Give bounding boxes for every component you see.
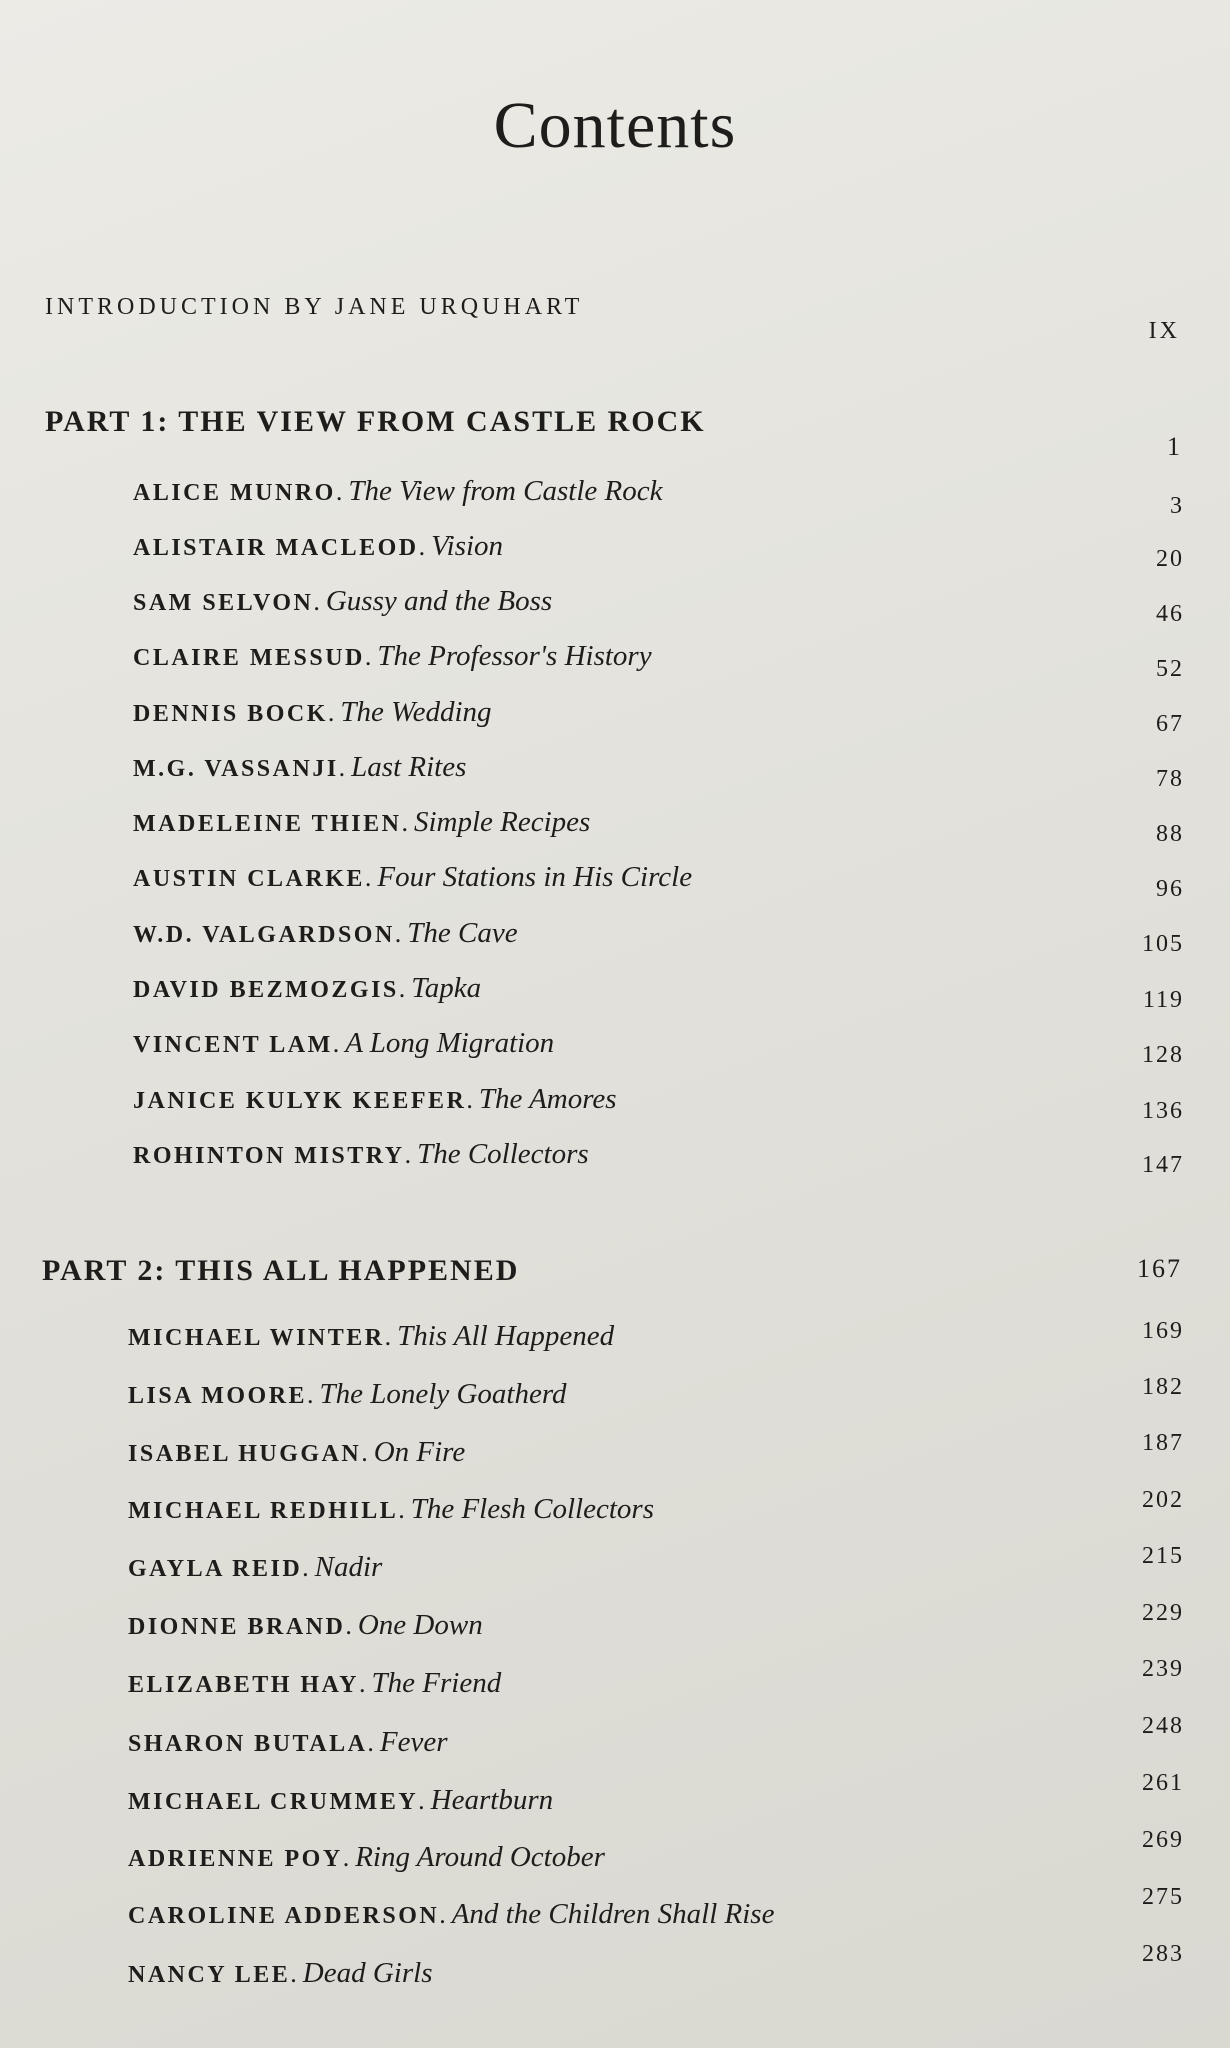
entry-story-title: Ring Around October <box>355 1841 605 1873</box>
toc-entry <box>133 696 492 729</box>
entry-separator: . <box>364 642 372 671</box>
page-title: Contents <box>493 89 737 162</box>
entry-separator: . <box>335 477 343 506</box>
entry-author: GAYLA REID <box>128 1556 303 1582</box>
entry-story-title: On Fire <box>373 1436 466 1468</box>
entry-separator: . <box>332 1029 340 1058</box>
entry-author: MADELEINE THIEN <box>133 811 402 837</box>
entry-page-number: 88 <box>1156 821 1184 847</box>
entry-page-number: 3 <box>1170 493 1184 519</box>
toc-entry <box>133 861 692 894</box>
entry-story-title: Nadir <box>314 1551 383 1583</box>
entry-author: MICHAEL REDHILL <box>128 1498 399 1524</box>
entry-separator: . <box>384 1322 392 1351</box>
introduction-page-number: IX <box>1148 318 1180 344</box>
part-heading: PART 2: THIS ALL HAPPENED <box>42 1254 520 1287</box>
entry-page-number: 46 <box>1156 601 1184 627</box>
entry-page-number: 52 <box>1156 656 1184 682</box>
entry-story-title: One Down <box>357 1609 483 1641</box>
entry-story-title: The Flesh Collectors <box>410 1493 654 1525</box>
entry-separator: . <box>398 1495 405 1524</box>
entry-author: ADRIENNE POY <box>128 1846 343 1872</box>
entry-story-title: A Long Migration <box>345 1027 555 1059</box>
entry-story-title: The Amores <box>478 1083 617 1115</box>
entry-page-number: 202 <box>1142 1487 1184 1513</box>
toc-entry <box>133 806 590 839</box>
toc-entry <box>133 972 481 1005</box>
entry-author: ROHINTON MISTRY <box>133 1143 405 1169</box>
entry-story-title: The Professor's History <box>377 640 652 672</box>
toc-entry <box>128 1898 774 1931</box>
entry-separator: . <box>394 919 402 948</box>
entry-page-number: 147 <box>1142 1152 1184 1178</box>
toc-entry <box>133 530 503 563</box>
toc-entry <box>133 640 652 673</box>
entry-author: DIONNE BRAND <box>128 1614 346 1640</box>
entry-story-title: And the Children Shall Rise <box>451 1898 775 1930</box>
entry-separator: . <box>313 587 320 616</box>
entry-separator: . <box>367 1728 374 1757</box>
entry-author: DENNIS BOCK <box>133 701 328 727</box>
entry-author: ALISTAIR MACLEOD <box>133 535 419 561</box>
part-heading: PART 1: THE VIEW FROM CASTLE ROCK <box>45 405 706 438</box>
entry-author: W.D. VALGARDSON <box>133 922 395 948</box>
entry-separator: . <box>342 1843 350 1872</box>
entry-author: LISA MOORE <box>128 1383 308 1409</box>
entry-author: CLAIRE MESSUD <box>133 645 365 671</box>
entry-author: M.G. VASSANJI <box>133 756 339 782</box>
entry-page-number: 119 <box>1142 987 1184 1013</box>
entry-separator: . <box>290 1959 297 1988</box>
entry-separator: . <box>307 1380 314 1409</box>
entry-story-title: Fever <box>379 1726 448 1758</box>
entry-separator: . <box>439 1900 446 1929</box>
entry-author: VINCENT LAM <box>133 1032 333 1058</box>
entry-story-title: Four Stations in His Circle <box>377 861 693 893</box>
toc-entry <box>128 1320 614 1353</box>
entry-separator: . <box>364 863 372 892</box>
toc-entry <box>128 1609 483 1642</box>
part-page-number: 1 <box>1167 432 1182 461</box>
entry-author: ISABEL HUGGAN <box>128 1441 362 1467</box>
entry-page-number: 20 <box>1156 546 1184 572</box>
entry-page-number: 269 <box>1142 1827 1184 1853</box>
entry-author: MICHAEL WINTER <box>128 1325 385 1351</box>
entry-separator: . <box>398 974 406 1003</box>
toc-entry <box>133 585 552 618</box>
entry-story-title: The Cave <box>407 917 518 949</box>
entry-separator: . <box>359 1669 366 1698</box>
entry-separator: . <box>345 1611 352 1640</box>
entry-page-number: 96 <box>1156 876 1184 902</box>
entry-page-number: 239 <box>1142 1656 1184 1682</box>
entry-story-title: Tapka <box>411 972 482 1004</box>
entry-story-title: Dead Girls <box>302 1957 433 1989</box>
part-page-number: 167 <box>1137 1254 1182 1283</box>
entry-separator: . <box>418 532 426 561</box>
entry-separator: . <box>466 1085 473 1114</box>
entry-story-title: This All Happened <box>397 1320 615 1352</box>
entry-author: AUSTIN CLARKE <box>133 866 365 892</box>
entry-story-title: Gussy and the Boss <box>325 585 553 617</box>
entry-author: NANCY LEE <box>128 1962 291 1988</box>
entry-page-number: 78 <box>1156 766 1184 792</box>
entry-story-title: Heartburn <box>430 1784 554 1816</box>
entry-story-title: Vision <box>431 530 504 562</box>
entry-story-title: The Wedding <box>340 696 492 728</box>
toc-entry <box>128 1957 433 1990</box>
entry-separator: . <box>401 808 408 837</box>
entry-separator: . <box>404 1140 412 1169</box>
entry-separator: . <box>327 698 335 727</box>
toc-entry <box>133 1138 589 1171</box>
entry-page-number: 169 <box>1142 1318 1184 1344</box>
entry-page-number: 261 <box>1142 1770 1184 1796</box>
entry-page-number: 229 <box>1142 1600 1184 1626</box>
toc-entry <box>128 1784 553 1817</box>
entry-author: DAVID BEZMOZGIS <box>133 977 399 1003</box>
entry-page-number: 182 <box>1142 1374 1184 1400</box>
entry-page-number: 215 <box>1142 1543 1184 1569</box>
entry-author: JANICE KULYK KEEFER <box>133 1088 467 1114</box>
entry-author: ELIZABETH HAY <box>128 1672 360 1698</box>
entry-author: CAROLINE ADDERSON <box>128 1903 440 1929</box>
entry-story-title: Simple Recipes <box>413 806 591 838</box>
entry-page-number: 187 <box>1142 1430 1184 1456</box>
entry-separator: . <box>361 1438 368 1467</box>
toc-entry <box>133 751 466 784</box>
entry-page-number: 67 <box>1156 711 1184 737</box>
entry-story-title: The Friend <box>371 1667 502 1699</box>
entry-page-number: 136 <box>1142 1098 1184 1124</box>
entry-page-number: 248 <box>1142 1713 1184 1739</box>
entry-page-number: 275 <box>1142 1884 1184 1910</box>
toc-entry <box>133 1083 617 1116</box>
toc-entry <box>133 1027 554 1060</box>
entry-page-number: 105 <box>1142 931 1184 957</box>
toc-entry <box>133 917 518 950</box>
entry-separator: . <box>338 753 346 782</box>
toc-entry <box>133 475 662 508</box>
toc-entry <box>128 1726 448 1759</box>
entry-separator: . <box>302 1553 309 1582</box>
entry-story-title: The View from Castle Rock <box>348 475 663 507</box>
toc-entry <box>128 1436 465 1469</box>
entry-page-number: 128 <box>1142 1042 1184 1068</box>
entry-story-title: Last Rites <box>351 751 467 783</box>
entry-author: ALICE MUNRO <box>133 480 336 506</box>
entry-author: SHARON BUTALA <box>128 1731 368 1757</box>
introduction-entry: INTRODUCTION BY JANE URQUHART <box>45 294 584 320</box>
toc-entry <box>128 1493 654 1526</box>
entry-story-title: The Collectors <box>417 1138 589 1170</box>
toc-entry <box>128 1378 567 1411</box>
toc-entry <box>128 1667 501 1700</box>
entry-author: MICHAEL CRUMMEY <box>128 1789 419 1815</box>
entry-story-title: The Lonely Goatherd <box>319 1378 567 1410</box>
entry-author: SAM SELVON <box>133 590 314 616</box>
entry-separator: . <box>418 1786 425 1815</box>
entry-page-number: 283 <box>1142 1941 1184 1967</box>
toc-entry <box>128 1551 382 1584</box>
toc-entry <box>128 1841 605 1874</box>
